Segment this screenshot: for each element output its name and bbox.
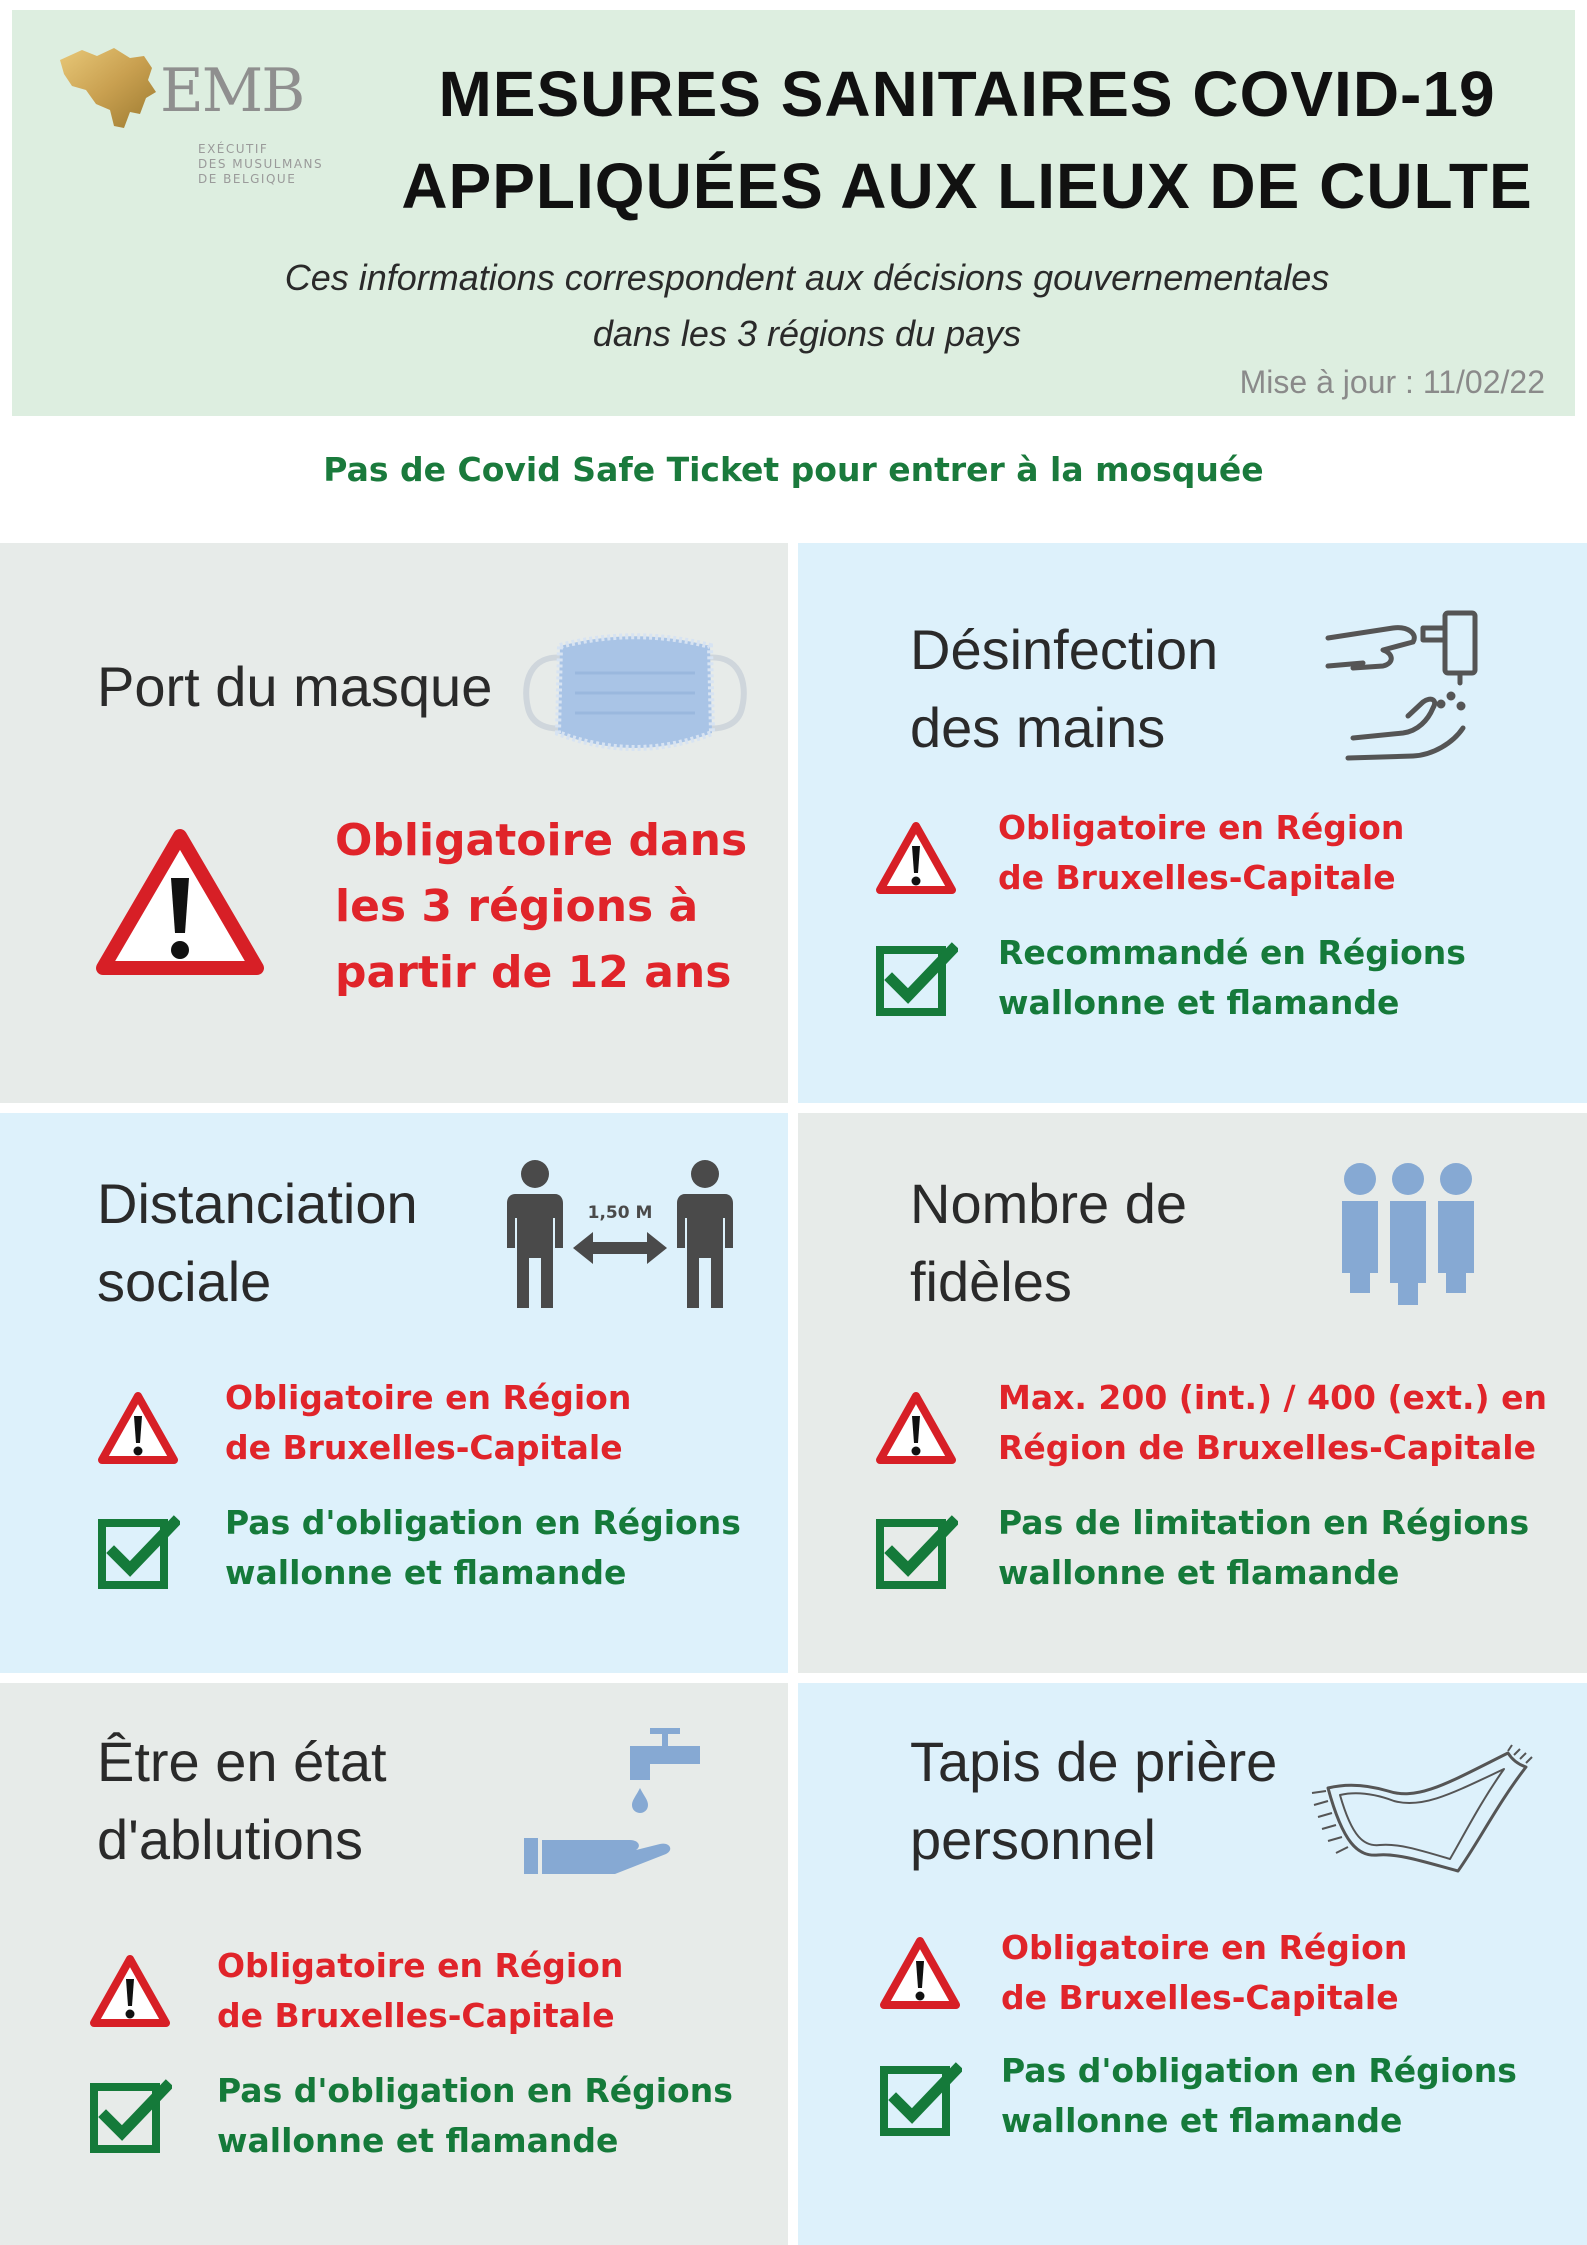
wallonia-flanders-rule-text: Recommandé en Régions wallonne et flamande [998, 933, 1466, 1022]
belgium-map-icon [52, 38, 162, 138]
panel-title: Être en état d'ablutions [97, 1730, 387, 1871]
brussels-rule-text: Obligatoire en Région de Bruxelles-Capitale [217, 1946, 624, 2035]
prayer-rug-icon [1308, 1743, 1533, 1878]
emb-logo [52, 38, 342, 186]
panel-mask [0, 543, 788, 1103]
update-date: Mise à jour : 11/02/22 [1239, 364, 1545, 400]
panel-prayer-rug [798, 1683, 1587, 2245]
checkmark-icon [874, 1511, 958, 1595]
panel-title: Port du masque [97, 655, 493, 718]
logo-abbreviation: EMB [160, 56, 304, 126]
panel-hand-disinfection [798, 543, 1587, 1103]
distance-label: 1,50 M [587, 1203, 653, 1223]
mask-rule-text: Obligatoire dans les 3 régions à partir de 12 ans [335, 815, 748, 998]
covid-safe-ticket-notice: Pas de Covid Safe Ticket pour entrer à la mosquée [323, 450, 1264, 489]
warning-icon [96, 1388, 180, 1472]
page-subtitle: Ces informations correspondent aux décisions gouvernementales dans les 3 régions du pays [284, 257, 1330, 354]
warning-icon [874, 818, 958, 902]
warning-icon [88, 1951, 172, 2035]
face-mask-icon [520, 628, 750, 758]
checkmark-icon [874, 938, 958, 1022]
wallonia-flanders-rule-text: Pas d'obligation en Régions wallonne et flamande [1001, 2051, 1517, 2140]
page-title: MESURES SANITAIRES COVID-19 APPLIQUÉES AUX LIEUX DE CULTE [401, 58, 1533, 222]
brussels-rule-text: Obligatoire en Région de Bruxelles-Capitale [225, 1378, 632, 1467]
checkmark-icon [88, 2075, 172, 2159]
logo-subtitle: EXÉCUTIF DES MUSULMANS DE BELGIQUE [198, 142, 324, 186]
hand-sanitizer-icon [1323, 608, 1498, 768]
group-of-people-icon [1338, 1163, 1478, 1308]
header-banner [12, 10, 1575, 416]
ablution-water-tap-icon [520, 1728, 710, 1878]
brussels-rule-text: Max. 200 (int.) / 400 (ext.) en Région de Bruxelles-Capitale [998, 1378, 1547, 1467]
wallonia-flanders-rule-text: Pas de limitation en Régions wallonne et flamande [998, 1503, 1530, 1592]
warning-icon [95, 828, 265, 978]
warning-icon [878, 1933, 962, 2017]
panel-social-distancing [0, 1113, 788, 1673]
panel-title: Tapis de prière personnel [910, 1730, 1278, 1871]
wallonia-flanders-rule-text: Pas d'obligation en Régions wallonne et flamande [217, 2071, 733, 2160]
brussels-rule-text: Obligatoire en Région de Bruxelles-Capitale [1001, 1928, 1408, 2017]
panel-title: Distanciation sociale [97, 1172, 418, 1313]
panel-number-of-faithful [798, 1113, 1587, 1673]
checkmark-icon [878, 2058, 962, 2142]
panel-ablutions [0, 1683, 788, 2245]
panel-title: Nombre de fidèles [910, 1172, 1188, 1313]
wallonia-flanders-rule-text: Pas d'obligation en Régions wallonne et flamande [225, 1503, 741, 1592]
warning-icon [874, 1388, 958, 1472]
brussels-rule-text: Obligatoire en Région de Bruxelles-Capitale [998, 808, 1405, 897]
checkmark-icon [96, 1511, 180, 1595]
panel-title: Désinfection des mains [910, 618, 1219, 759]
social-distance-icon [505, 1158, 735, 1313]
